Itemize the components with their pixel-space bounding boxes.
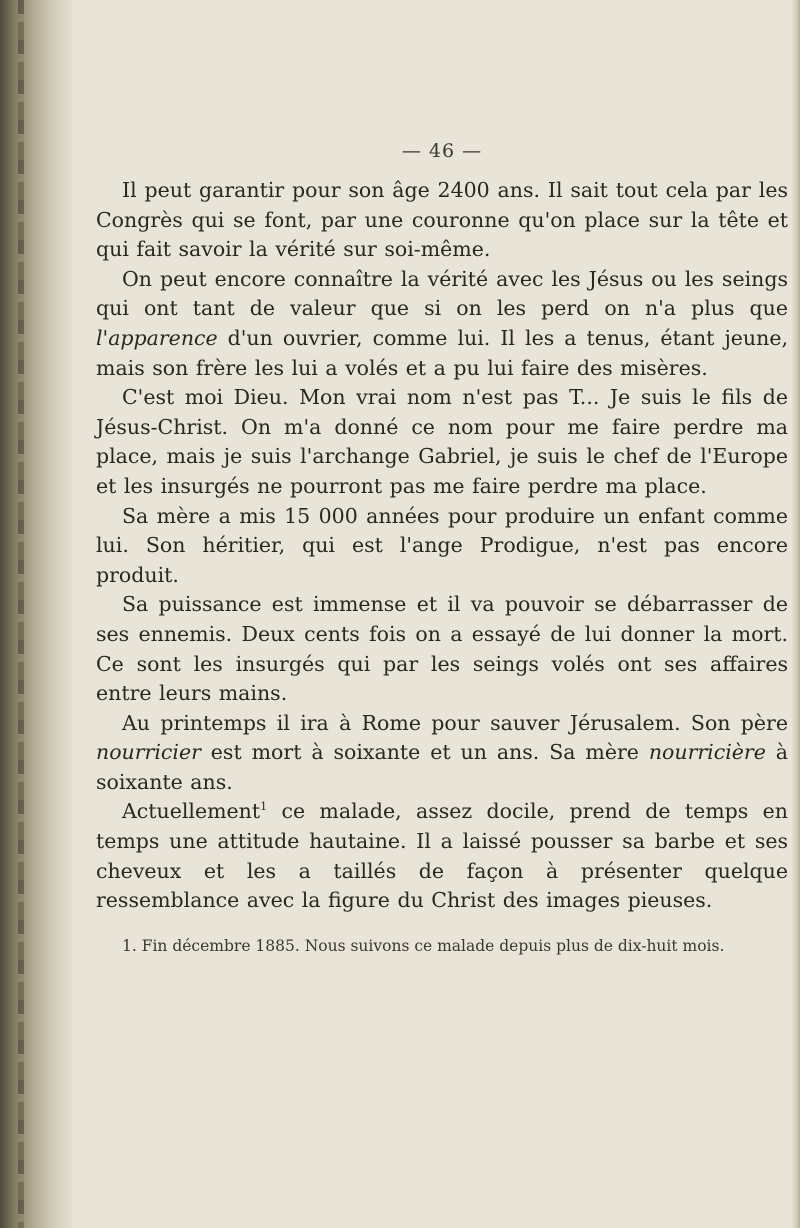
paragraph-text: à soixante ans. [96, 740, 788, 794]
paragraph-text: est mort à soixante et un ans. Sa mère [200, 740, 649, 765]
paragraph-1 [96, 176, 788, 265]
book-binding-shadow [0, 0, 72, 1228]
paragraph-5 [96, 590, 788, 708]
paragraph-text: Il peut garantir pour son âge 2400 ans. Il sait tout cela par les Congrès qui se font, par une couronne qu'on place sur la tête et qui fait savoir la vérité sur soi-même. [96, 178, 788, 262]
paragraph-text: Sa puissance est immense et il va pouvoir se débarrasser de ses ennemis. Deux cents fois on a essayé de lui donner la mort. Ce sont les insurgés qui par les seings volés ont ses affaires entre leurs mains. [96, 592, 788, 706]
paragraph-text: ce malade, assez docile, prend de temps en temps une attitude hautaine. Il a laissé pousser sa barbe et ses cheveux et les a taillés de façon à présenter quelque ressemblance avec la figure du Christ des images pieuses. [96, 799, 788, 913]
paragraph-4 [96, 502, 788, 591]
paragraph-text: d'un ouvrier, comme lui. Il les a tenus, étant jeune, mais son frère les lui a volés et a pu lui faire des misères. [96, 325, 788, 380]
emphasis-nourriciere: nourricière [648, 740, 766, 765]
paragraph-text: Au printemps il ira à Rome pour sauver Jérusalem. Son père [122, 710, 788, 735]
emphasis-nourricier: nourricier [96, 740, 201, 765]
paragraph-text: On peut encore connaître la vérité avec les Jésus ou les seings qui ont tant de valeur que si on les perd on n'a plus que [96, 266, 788, 321]
paragraph-3 [96, 383, 788, 501]
footnote-marker: 1 [260, 800, 268, 814]
paragraph-text: Sa mère a mis 15 000 années pour produire un enfant comme lui. Son héritier, qui est l'ange Prodigue, n'est pas encore produit. [96, 503, 788, 587]
paragraph-2 [96, 265, 788, 383]
page-edge [790, 0, 800, 1228]
emphasis-apparence: l'apparence [96, 325, 218, 350]
book-page [96, 140, 788, 975]
page-number: — 46 — [401, 140, 483, 162]
paragraph-6 [96, 709, 788, 798]
paragraph-7 [96, 797, 788, 915]
paragraph-text: C'est moi Dieu. Mon vrai nom n'est pas T... Je suis le fils de Jésus-Christ. On m'a donné ce nom pour me faire perdre ma place, mais je suis l'archange Gabriel, je suis le chef de l'Europe et les insurgés ne pourront pas me faire perdre ma place. [96, 385, 788, 498]
footnote: 1. Fin décembre 1885. Nous suivons ce malade depuis plus de dix-huit mois. [122, 936, 725, 955]
paragraph-text: Actuellement [122, 799, 261, 824]
